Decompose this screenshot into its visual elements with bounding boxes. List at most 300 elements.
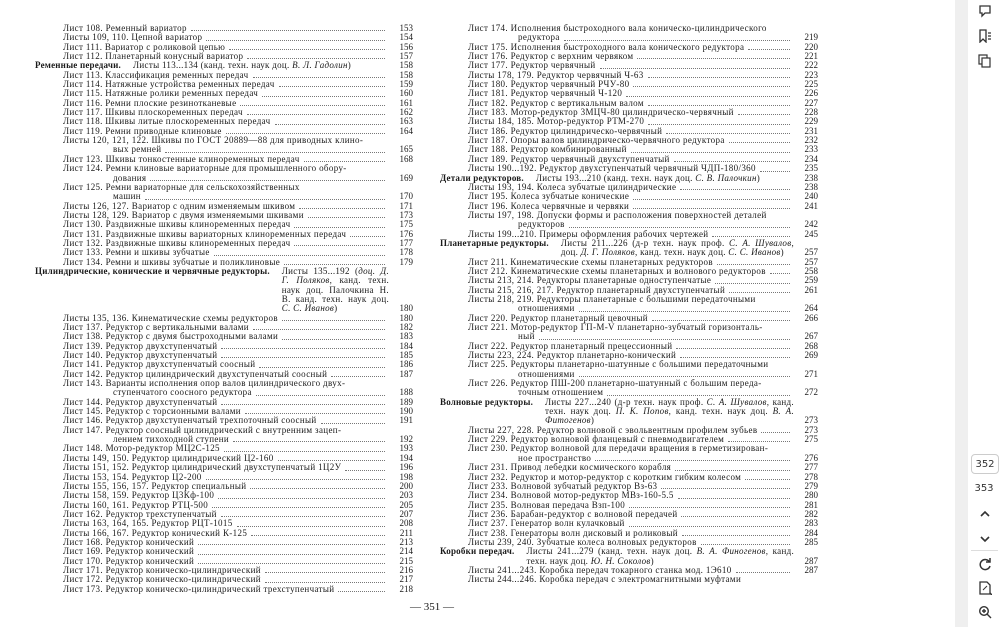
toc-entry <box>440 24 818 33</box>
dot-leader <box>206 40 385 41</box>
entry-title-cont: редукторов <box>518 219 565 230</box>
page-ref: 170 <box>399 191 413 202</box>
toc-left-column <box>35 24 413 594</box>
entry-title: Лист 222. Редуктор планетарный прецессионный <box>468 340 673 351</box>
dot-leader <box>265 572 385 573</box>
entry-title: Лист 230. Редуктор волновой для передачи вращения в герметизирован- <box>468 443 769 454</box>
entry-title: Листы 128, 129. Вариатор с двумя изменяемыми шкивами <box>63 209 304 220</box>
entry-title: Листы 158, 159. Редуктор Ц3Кф-100 <box>63 490 215 501</box>
entry-title: Листы 197, 198. Допуски формы и расположения поверхностей деталей <box>468 209 767 220</box>
dot-leader <box>701 544 790 545</box>
copy-pages-icon[interactable] <box>976 52 994 70</box>
entry-title: Лист 236. Барабан-редуктор с волновой передачей <box>468 508 678 519</box>
dot-leader <box>233 441 385 442</box>
dot-leader <box>680 189 790 190</box>
entry-title: Лист 169. Редуктор конический <box>63 546 195 557</box>
dot-leader <box>579 376 790 377</box>
toc-entry <box>440 295 818 304</box>
section-authors <box>561 239 794 258</box>
entry-title: Лист 116. Ремни плоские резинотканевые <box>63 97 237 108</box>
dot-leader <box>198 554 385 555</box>
entry-title: Лист 125. Ремни вариаторные для сельскохозяйственных <box>63 181 300 192</box>
entry-title-cont: машин <box>113 191 141 202</box>
entry-title: Лист 176. Редуктор с верхним червяком <box>468 51 634 62</box>
section-text: ) <box>347 60 352 71</box>
dot-leader <box>715 283 790 284</box>
section-text: ) <box>334 303 338 314</box>
dot-leader <box>279 86 385 87</box>
dot-leader <box>661 488 790 489</box>
author-name: С. А. Шувалов <box>706 396 767 407</box>
section-text: Листы 241...279 (канд. техн. наук доц. <box>526 546 697 557</box>
dot-leader <box>748 49 790 50</box>
dot-leader <box>321 423 385 424</box>
entry-title: Лист 113. Классификация ременных передач <box>63 69 249 80</box>
page-ref: 173 <box>399 209 413 220</box>
author-name: С. С. Иванов <box>281 303 335 314</box>
author-name: С. А. Шувалов <box>729 237 792 248</box>
page-ref: 156 <box>399 41 413 52</box>
entry-title: Лист 139. Редуктор двухступенчатый <box>63 340 218 351</box>
dot-leader <box>253 77 385 78</box>
entry-title: Листы 223, 224. Редуктор планетарно-конический <box>468 350 677 361</box>
entry-title: Листы 149, 150. Редуктор цилиндрический Ц2-160 <box>63 452 274 463</box>
dot-leader <box>294 245 385 246</box>
viewer-sidebar <box>968 0 1000 627</box>
page-ref: 242 <box>804 219 818 230</box>
entry-title: Лист 175. Исполнения быстроходного вала конического редуктора <box>468 41 745 52</box>
section-text: Листы 135...192 ( <box>281 265 359 276</box>
zoom-in-icon[interactable] <box>976 603 994 621</box>
entry-title: Лист 231. Привод лебедки космического корабля <box>468 462 672 473</box>
page-thumb-353[interactable]: 353 <box>974 482 994 494</box>
dot-leader <box>247 58 385 59</box>
page-ref: 153 <box>399 23 413 33</box>
entry-title: Листы 155, 156, 157. Редуктор специальный <box>63 480 247 491</box>
section-title: Ременные передачи. <box>35 60 122 71</box>
page-ref: 229 <box>804 116 818 127</box>
dot-leader <box>681 516 790 517</box>
dot-leader <box>770 273 790 274</box>
entry-title: Лист 138. Редуктор с двумя быстроходными валами <box>63 331 279 342</box>
page-ref: 171 <box>399 200 413 211</box>
page-ref: 261 <box>804 284 818 295</box>
page-ref: 241 <box>804 200 818 211</box>
section-text: ) <box>780 247 784 258</box>
entry-title: Листы 193, 194. Колеса зубчатые цилиндрические <box>468 181 677 192</box>
page-ref: 216 <box>399 564 413 575</box>
page-ref: 240 <box>804 191 818 202</box>
page-ref: 223 <box>804 69 818 80</box>
entry-title: Листы 184, 185. Мотор-редуктор РТМ-270 <box>468 116 645 127</box>
toc-right-column <box>440 24 818 585</box>
entry-title: Лист 182. Редуктор с вертикальным валом <box>468 97 644 108</box>
page-ref: 182 <box>399 322 413 332</box>
entry-title: Лист 183. Мотор-редуктор 3МЦЧ-80 цилиндрическо-червячный <box>468 107 734 118</box>
dot-leader <box>338 591 385 592</box>
entry-title: Лист 187. Опоры валов цилиндрическо-червячного редуктора <box>468 135 725 146</box>
entry-title: Лист 119. Ремни приводные клиновые <box>63 125 222 136</box>
page-ref: 214 <box>399 546 413 557</box>
dot-leader <box>206 479 385 480</box>
entry-title: Лист 180. Редуктор червячный РЧУ-80 <box>468 79 630 90</box>
entry-title: Лист 112. Планетарный конусный вариатор <box>63 51 244 62</box>
page-ref: 179 <box>399 256 413 267</box>
comment-icon[interactable] <box>976 2 994 20</box>
page-ref: 257 <box>804 256 818 267</box>
page-ref: 271 <box>804 368 818 379</box>
dot-leader <box>247 114 385 115</box>
dot-leader <box>569 227 790 228</box>
dot-leader <box>253 329 385 330</box>
toc-section-heading <box>440 239 818 258</box>
entry-title: Лист 132. Раздвижные шкивы клиноременных передач <box>63 237 291 248</box>
page-ref: 278 <box>804 471 818 482</box>
page-ref: 225 <box>804 79 818 90</box>
author-name: доц. Д. Г. Поляков <box>281 265 389 286</box>
author-name: В. Л. Гадолин <box>292 60 348 71</box>
dot-leader <box>648 77 790 78</box>
section-title: Цилиндрические, конические и червячные редукторы. <box>35 265 270 276</box>
dot-leader <box>224 451 385 452</box>
dot-leader <box>652 320 790 321</box>
page-ref: 285 <box>804 536 818 547</box>
entry-title-cont: ное пространство <box>518 452 592 463</box>
chevron-down-icon[interactable] <box>976 530 994 548</box>
page-number: — 351 — <box>410 601 454 613</box>
entry-title: Лист 146. Редуктор двухступенчатый трехпоточный соосный <box>63 415 317 426</box>
page-ref: 220 <box>804 41 818 52</box>
entry-title: Лист 174. Исполнения быстроходного вала коническо-цилиндрического <box>468 23 767 33</box>
dot-leader <box>251 535 385 536</box>
page-ref: 159 <box>399 79 413 90</box>
toc-section-heading <box>35 267 413 314</box>
entry-title: Листы 120, 121, 122. Шкивы по ГОСТ 20889—88 для приводных клино- <box>63 135 364 146</box>
entry-title: Лист 238. Генераторы волн дисковый и роликовый <box>468 527 678 538</box>
entry-title: Лист 147. Редуктор соосный цилиндрический с внутренним зацеп- <box>63 424 342 435</box>
dot-leader <box>237 526 385 527</box>
entry-title: Лист 133. Ремни и шкивы зубчатые <box>63 247 210 258</box>
page-ref: 187 <box>399 368 413 379</box>
dot-leader <box>717 264 790 265</box>
entry-title: Листы 135, 136. Кинематические схемы редукторов <box>63 312 278 323</box>
entry-title: Лист 186. Редуктор цилиндрическо-червячный <box>468 125 663 136</box>
page-ref: 191 <box>399 415 413 426</box>
page-ref: 287 <box>804 555 818 566</box>
dot-leader <box>282 339 385 340</box>
entry-title-cont: ный <box>518 331 535 342</box>
section-text: ) <box>756 172 761 183</box>
section-text: Листы 193...210 (канд. техн. наук доц. <box>535 172 696 183</box>
page-ref: 183 <box>399 331 413 342</box>
entry-title: Лист 142. Редуктор цилиндрический двухступенчатый соосный <box>63 368 328 379</box>
page-ref: 219 <box>804 32 818 43</box>
dot-leader <box>633 199 790 200</box>
page-ref: 272 <box>804 387 818 398</box>
entry-title: Лист 114. Натяжные устройства ременных передач <box>63 79 275 90</box>
page-ref: 238 <box>804 172 818 183</box>
section-authors <box>526 547 794 566</box>
dot-leader <box>221 348 385 349</box>
entry-title: Листы 239, 240. Зубчатые колеса волновых редукторов <box>468 536 697 547</box>
entry-title: Лист 221. Мотор-редуктор ГП-М-V планетарно-зубчатый горизонталь- <box>468 322 763 332</box>
page-ref: 203 <box>399 490 413 501</box>
dot-leader <box>262 96 385 97</box>
page-ref: 228 <box>804 107 818 118</box>
section-text: , канд. техн. наук доц. <box>634 247 729 258</box>
entry-title-cont: ступенчатого соосного редуктора <box>113 387 252 398</box>
entry-title: Лист 123. Шкивы тонкостенные клиноременных передач <box>63 153 300 164</box>
entry-title: Лист 173. Редуктор коническо-цилиндрический трехступенчатый <box>63 583 335 594</box>
page-ref: 287 <box>804 564 818 575</box>
scrollbar-track[interactable] <box>955 0 968 627</box>
page-ref: 180 <box>399 312 413 323</box>
page-ref: 227 <box>804 97 818 108</box>
author-name: Ю. Н. Соколов <box>590 555 651 566</box>
dot-leader <box>760 171 790 172</box>
dot-leader <box>221 516 385 517</box>
toc-entry <box>35 183 413 192</box>
dot-leader <box>579 311 790 312</box>
toc-entry <box>35 585 413 594</box>
entry-title: Лист 143. Варианты исполнения опор валов цилиндрического двух- <box>63 378 346 389</box>
dot-leader <box>595 460 790 461</box>
dot-leader <box>666 133 790 134</box>
entry-title: Лист 134. Ремни и шкивы зубчатые и поликлиновые <box>63 256 281 267</box>
page-ref: 232 <box>804 135 818 146</box>
dot-leader <box>675 470 790 471</box>
dot-leader <box>250 488 385 489</box>
dot-leader <box>218 498 385 499</box>
dot-leader <box>564 40 790 41</box>
entry-title: Листы 126, 127. Вариатор с одним изменяемым шкивом <box>63 200 296 211</box>
section-title: Коробки передач. <box>440 546 515 557</box>
page-ref: 281 <box>804 499 818 510</box>
page-ref: 277 <box>804 462 818 473</box>
entry-title-cont: редуктора <box>518 32 560 43</box>
entry-title: Листы 166, 167. Редуктор конический К-125 <box>63 527 248 538</box>
page-ref: 217 <box>399 574 413 585</box>
entry-title: Лист 145. Редуктор с торсионными валами <box>63 406 241 417</box>
dot-leader <box>304 161 385 162</box>
chevron-up-icon[interactable] <box>976 505 994 523</box>
entry-title: Лист 229. Редуктор волновой фланцевый с пневмодвигателем <box>468 434 725 445</box>
dot-leader <box>629 507 790 508</box>
entry-title: Лист 177. Редуктор червячный <box>468 60 596 71</box>
toc-entry <box>35 164 413 173</box>
page-ref: 238 <box>804 181 818 192</box>
dot-leader <box>682 535 790 536</box>
page-ref: 154 <box>399 32 413 43</box>
dot-leader <box>150 180 385 181</box>
page-ref: 168 <box>399 153 413 164</box>
entry-title: Лист 115. Натяжные ролики ременных передач <box>63 88 259 99</box>
dot-leader <box>265 582 385 583</box>
dot-leader <box>308 217 385 218</box>
dot-leader <box>282 320 385 321</box>
section-authors <box>282 267 389 314</box>
page-thumb-352[interactable]: 352 <box>971 454 999 474</box>
entry-title: Лист 181. Редуктор червячный Ч-120 <box>468 88 623 99</box>
dot-leader <box>165 152 385 153</box>
page-ref: 207 <box>399 508 413 519</box>
author-name: В. А. Финогенов <box>696 546 766 557</box>
dot-leader <box>745 479 790 480</box>
entry-title: Лист 108. Ременный вариатор <box>63 23 187 33</box>
entry-title: Лист 137. Редуктор с вертикальными валами <box>63 322 249 332</box>
page-ref: 235 <box>804 163 818 174</box>
toc-entry <box>440 379 818 388</box>
entry-title: Лист 232. Редуктор и мотор-редуктор с коротким гибким колесом <box>468 471 742 482</box>
entry-title: Лист 130. Раздвижные шкивы клиноременных передач <box>63 219 291 230</box>
author-name: В. А. Фитогенов <box>545 406 794 426</box>
page-ref: 180 <box>399 303 413 314</box>
toc-entry <box>440 360 818 369</box>
page-ref: 200 <box>399 480 413 491</box>
dot-leader <box>350 236 385 237</box>
divider <box>971 550 998 551</box>
entry-title-cont: точным отношением <box>518 387 604 398</box>
page-ref: 175 <box>399 219 413 230</box>
page-ref: 273 <box>804 424 818 435</box>
page-ref: 222 <box>804 60 818 71</box>
page-ref: 160 <box>399 88 413 99</box>
entry-title: Лист 225. Редукторы планетарно-шатунные с большими передаточными <box>468 359 769 370</box>
entry-title: Лист 220. Редуктор планетарный цевочный <box>468 312 648 323</box>
dot-leader <box>648 124 790 125</box>
page-ref: 161 <box>399 97 413 108</box>
page-ref: 273 <box>804 415 818 426</box>
entry-title: Листы 160, 161. Редуктор РТЦ-500 <box>63 499 209 510</box>
entry-title: Листы 199...210. Примеры оформления рабочих чертежей <box>468 228 709 239</box>
page-ref: 259 <box>804 275 818 286</box>
entry-title: Лист 140. Редуктор двухступенчатый <box>63 350 218 361</box>
dot-leader <box>226 133 385 134</box>
dot-leader <box>278 460 385 461</box>
page-ref: 264 <box>804 303 818 314</box>
dot-leader <box>633 208 790 209</box>
dot-leader <box>275 124 386 125</box>
entry-title: Листы 213, 214. Редукторы планетарные одноступенчатые <box>468 275 712 286</box>
entry-title: Листы 241...243. Коробка передач токарного станка мод. 1Э610 <box>468 564 732 575</box>
page-ref: 269 <box>804 350 818 361</box>
section-text: ) <box>590 415 595 426</box>
dot-leader <box>676 348 790 349</box>
section-title: Детали редукторов. <box>440 172 524 183</box>
page-ref: 221 <box>804 51 818 62</box>
entry-title: Лист 237. Генератор волн кулачковый <box>468 518 625 529</box>
page-ref: 198 <box>399 471 413 482</box>
page-ref: 162 <box>399 107 413 118</box>
entry-title: Листы 244...246. Коробка передач с электромагнитными муфтами <box>468 574 742 585</box>
page-ref: 196 <box>399 462 413 473</box>
entry-title: Лист 117. Шкивы плоскоременных передач <box>63 107 243 118</box>
entry-title: Лист 196. Колеса червячные и червяки <box>468 200 630 211</box>
author-name: С. В. Палочкин <box>695 172 757 183</box>
page-ref: 176 <box>399 228 413 239</box>
fit-page-icon[interactable] <box>976 579 994 597</box>
toc-section-heading <box>440 547 818 566</box>
page-ref: 189 <box>399 396 413 407</box>
entry-title: Лист 189. Редуктор червячный двухступенчатый <box>468 153 670 164</box>
dot-leader <box>674 161 790 162</box>
page-ref: 279 <box>804 480 818 491</box>
entry-title: Лист 171. Редуктор коническо-цилиндрический <box>63 564 261 575</box>
dot-leader <box>221 404 385 405</box>
dot-leader <box>738 114 790 115</box>
dot-leader <box>631 152 790 153</box>
entry-title: Листы 227, 228. Редуктор волновой с эвольвентным профилем зубьев <box>468 424 758 435</box>
dot-leader <box>259 367 385 368</box>
section-text: , канд. техн. наук доц. Палочкина Н. В. канд. техн. наук доц. <box>281 275 389 304</box>
dot-leader <box>212 507 385 508</box>
entry-title: Лист 141. Редуктор двухступенчатый соосный <box>63 359 256 370</box>
section-text: Листы 113...134 (канд. техн. наук доц. <box>133 60 293 71</box>
dot-leader <box>191 30 385 31</box>
entry-title-cont: вых ремней <box>113 144 162 155</box>
page-ref: 213 <box>399 536 413 547</box>
entry-title: Лист 195. Колеса зубчатые конические <box>468 191 630 202</box>
toc-entry <box>35 136 413 145</box>
section-text: , канд. техн. наук доц. <box>545 396 794 417</box>
page-ref: 276 <box>804 452 818 463</box>
dot-leader <box>736 572 790 573</box>
page-ref: 158 <box>399 69 413 80</box>
dot-leader <box>229 49 385 50</box>
page-ref: 208 <box>399 518 413 529</box>
refresh-icon[interactable] <box>976 555 994 573</box>
bookmark-list-icon[interactable] <box>976 27 994 45</box>
dot-leader <box>331 376 385 377</box>
dot-leader <box>637 58 790 59</box>
dot-leader <box>256 395 385 396</box>
toc-entry <box>440 444 818 453</box>
page-ref: 177 <box>399 237 413 248</box>
dot-leader <box>680 357 790 358</box>
dot-leader <box>633 86 790 87</box>
page-ref: 185 <box>399 350 413 361</box>
toc-entry <box>440 211 818 220</box>
entry-title: Лист 211. Кинематические схемы планетарных редукторов <box>468 256 713 267</box>
page-ref: 226 <box>804 88 818 99</box>
page-ref: 178 <box>399 247 413 258</box>
dot-leader <box>539 339 790 340</box>
entry-title: Лист 172. Редуктор коническо-цилиндрический <box>63 574 261 585</box>
section-text: Листы 227...240 (д-р техн. наук проф. <box>545 396 707 407</box>
page-ref: 193 <box>399 443 413 454</box>
dot-leader <box>678 498 790 499</box>
entry-title: Листы 153, 154. Редуктор Ц2-200 <box>63 471 202 482</box>
dot-leader <box>198 544 385 545</box>
dot-leader <box>221 357 385 358</box>
entry-title: Лист 118. Шкивы литые плоскоременных передач <box>63 116 271 127</box>
author-name: П. К. Попов <box>615 406 669 417</box>
page-ref: 157 <box>399 51 413 62</box>
entry-title: Лист 144. Редуктор двухступенчатый <box>63 396 218 407</box>
section-text: , канд. техн. наук доц. <box>526 546 795 566</box>
entry-title: Листы 163, 164, 165. Редуктор РЦТ-1015 <box>63 518 233 529</box>
page-ref: 258 <box>804 265 818 276</box>
dot-leader <box>600 68 790 69</box>
dot-leader <box>648 105 790 106</box>
entry-title: Листы 151, 152. Редуктор цилиндрический двухступенчатый 1Ц2У <box>63 462 342 473</box>
page-ref: 184 <box>399 340 413 351</box>
entry-title-cont: отношениями <box>518 368 575 379</box>
page-ref: 215 <box>399 555 413 566</box>
dot-leader <box>214 255 385 256</box>
dot-leader <box>345 470 385 471</box>
section-text: Листы 211...226 (д-р техн. наук проф. <box>560 237 730 248</box>
